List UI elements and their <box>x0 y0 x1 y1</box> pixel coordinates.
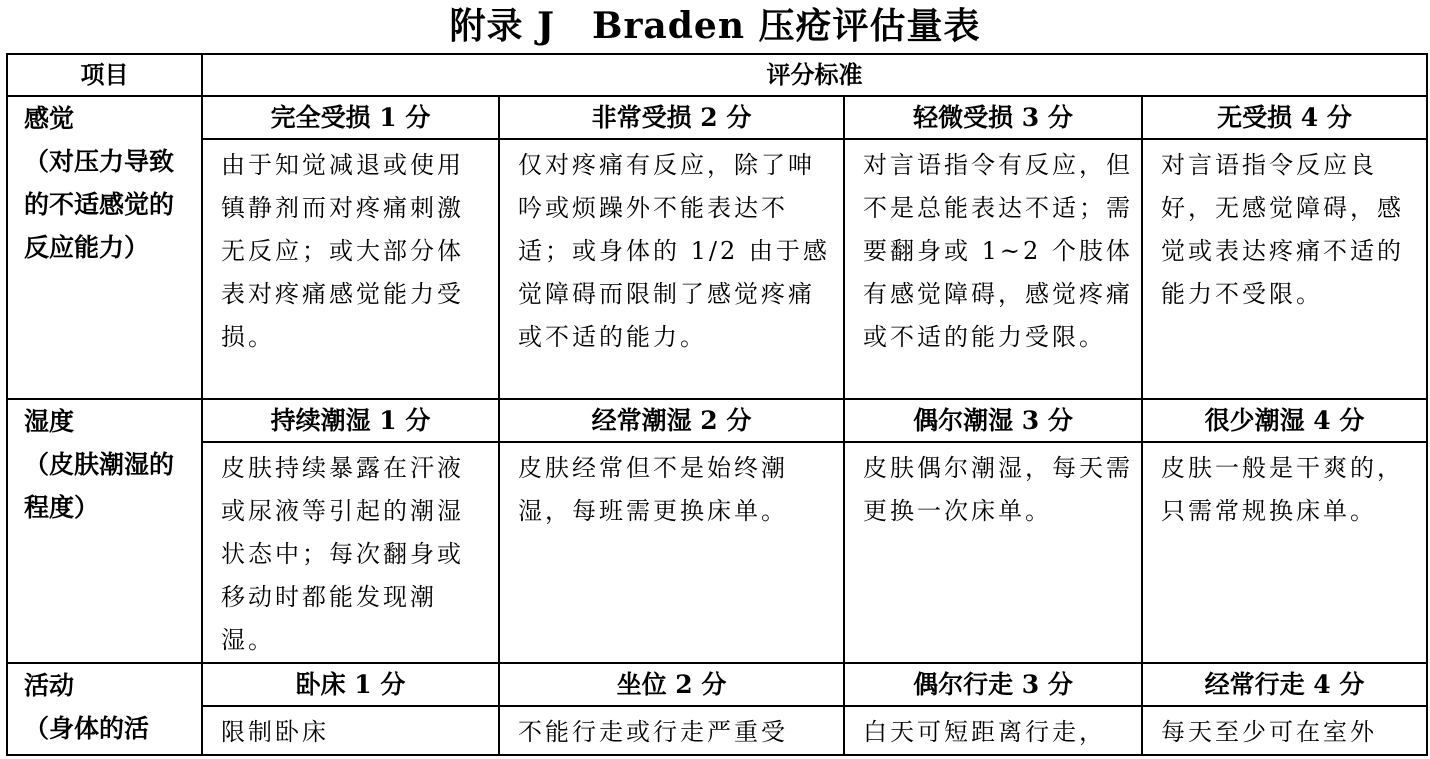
moisture-level-4: 很少潮湿 4 分 <box>1142 399 1427 442</box>
sensory-level-row <box>7 96 1427 139</box>
sensory-level-3: 轻微受损 3 分 <box>844 96 1142 139</box>
moisture-desc-4: 皮肤一般是干爽的，只需常规换床单。 <box>1142 442 1427 663</box>
activity-desc-3: 白天可短距离行走， <box>844 706 1142 755</box>
item-moisture <box>7 399 202 663</box>
item-sensory <box>7 96 202 399</box>
activity-desc-row <box>7 706 1427 755</box>
sensory-level-1: 完全受损 1 分 <box>202 96 499 139</box>
moisture-desc-3: 皮肤偶尔潮湿，每天需更换一次床单。 <box>844 442 1142 663</box>
moisture-level-1: 持续潮湿 1 分 <box>202 399 499 442</box>
activity-desc-2: 不能行走或行走严重受 <box>499 706 844 755</box>
activity-level-1: 卧床 1 分 <box>202 663 499 706</box>
sensory-level-4: 无受损 4 分 <box>1142 96 1427 139</box>
header-item: 项目 <box>7 54 202 96</box>
moisture-desc-2: 皮肤经常但不是始终潮湿，每班需更换床单。 <box>499 442 844 663</box>
activity-desc-1: 限制卧床 <box>202 706 499 755</box>
activity-level-3: 偶尔行走 3 分 <box>844 663 1142 706</box>
page-title: 附录 J Braden 压疮评估量表 <box>449 5 981 47</box>
table-header-row <box>7 54 1427 96</box>
sensory-level-2: 非常受损 2 分 <box>499 96 844 139</box>
moisture-level-3: 偶尔潮湿 3 分 <box>844 399 1142 442</box>
item-sensory-label: 感觉 （对压力导致的不适感觉的反应能力） <box>24 104 175 262</box>
sensory-desc-3: 对言语指令有反应，但不是总能表达不适；需要翻身或 1~2 个肢体有感觉障碍，感觉疼痛或不适的能力受限。 <box>844 139 1142 399</box>
moisture-desc-1: 皮肤持续暴露在汗液或尿液等引起的潮湿状态中；每次翻身或移动时都能发现潮湿。 <box>202 442 499 663</box>
moisture-level-2: 经常潮湿 2 分 <box>499 399 844 442</box>
header-criteria: 评分标准 <box>202 54 1427 96</box>
moisture-desc-row <box>7 442 1427 663</box>
sensory-desc-row <box>7 139 1427 399</box>
item-activity-label: 活动 （身体的活 <box>24 671 150 743</box>
activity-level-row <box>7 663 1427 706</box>
braden-scale-table <box>6 53 1428 756</box>
item-activity <box>7 663 202 755</box>
item-moisture-label: 湿度 （皮肤潮湿的程度） <box>24 407 175 522</box>
activity-level-2: 坐位 2 分 <box>499 663 844 706</box>
activity-desc-4: 每天至少可在室外 <box>1142 706 1427 755</box>
moisture-level-row <box>7 399 1427 442</box>
activity-level-4: 经常行走 4 分 <box>1142 663 1427 706</box>
sensory-desc-2: 仅对疼痛有反应，除了呻吟或烦躁外不能表达不适；或身体的 1/2 由于感觉障碍而限制了感觉疼痛或不适的能力。 <box>499 139 844 399</box>
sensory-desc-1: 由于知觉减退或使用镇静剂而对疼痛刺激无反应；或大部分体表对疼痛感觉能力受损。 <box>202 139 499 399</box>
sensory-desc-4: 对言语指令反应良好，无感觉障碍，感觉或表达疼痛不适的能力不受限。 <box>1142 139 1427 399</box>
